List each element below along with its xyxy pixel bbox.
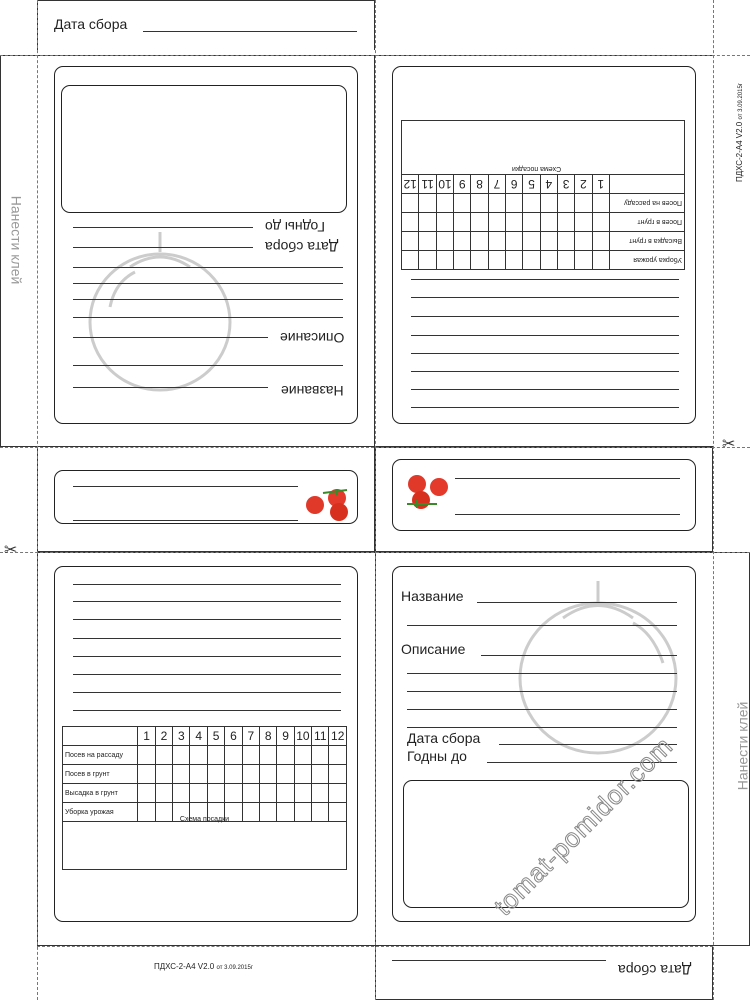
left-bottom-line [73,619,341,620]
left-bottom-line [73,601,341,602]
right-card-line [407,727,677,728]
schedule-month: 11 [312,727,329,746]
left-card-valid-label: Годны до [265,219,325,235]
small-card-line [455,514,680,515]
right-card-line [407,709,677,710]
right-scheme-box [401,120,685,175]
schedule-month: 6 [506,175,523,194]
right-card-line [411,407,679,408]
tomato-bunch-icon [403,472,455,510]
right-card-line [477,602,677,603]
schedule-month: 10 [436,175,453,194]
right-card-line [407,673,677,674]
left-photo-box [61,85,347,213]
left-bottom-line [73,710,341,711]
left-card-title-label: Название [281,383,344,399]
schedule-row-label: Уборка урожая [609,251,684,270]
glue-label-right: Нанести клей [734,701,750,791]
left-card-line [73,337,268,338]
right-card-line [411,297,679,298]
schedule-month: 8 [471,175,488,194]
schedule-month: 12 [402,175,419,194]
left-card-line [73,387,268,388]
schedule-month: 10 [294,727,311,746]
scissors-icon: ✂ [4,542,18,559]
right-card-line [411,279,679,280]
left-card-line [73,283,343,284]
right-card-title-label: Название [401,588,464,604]
schedule-month: 5 [523,175,540,194]
right-scheme-label: Схема посадки [512,165,562,172]
schedule-month: 7 [242,727,259,746]
small-card-line [73,520,298,521]
schedule-row-label: Посев в грунт [609,213,684,232]
left-bottom-line [73,638,341,639]
left-card-line [73,267,343,268]
left-card-line [73,317,343,318]
schedule-month: 9 [454,175,471,194]
right-card-valid-label: Годны до [407,748,467,764]
schedule-month: 4 [190,727,207,746]
schedule-month: 1 [592,175,609,194]
schedule-month: 6 [225,727,242,746]
version-code: ПДХС-2-А4 V2.0 [154,962,215,971]
left-scheme-box [62,816,347,870]
bottom-flap-date-line [392,960,606,961]
schedule-month: 11 [419,175,436,194]
fold-line [375,0,376,1000]
schedule-row-label: Уборка урожая [63,803,138,822]
small-card-line [73,486,298,487]
version-code-bottom [154,962,253,971]
left-card-line [73,299,343,300]
schedule-month: 2 [155,727,172,746]
left-bottom-line [73,674,341,675]
schedule-month: 12 [329,727,347,746]
site-watermark: tomat-pomidor.com [488,730,679,922]
glue-label-left: Нанести клей [8,195,25,285]
schedule-month: 3 [173,727,190,746]
version-date: от 3.09.2015г [216,965,254,971]
schedule-month: 2 [575,175,592,194]
schedule-month: 5 [207,727,224,746]
bottom-flap-date-label: Дата сбора [618,962,692,978]
fold-line [37,0,38,1000]
schedule-month: 1 [138,727,155,746]
right-small-card [392,459,696,531]
left-top-card [54,66,358,424]
schedule-month: 4 [540,175,557,194]
left-bottom-line [73,584,341,585]
left-small-card [54,470,358,524]
fold-line [713,0,714,1000]
schedule-row-label: Высадка в грунт [63,784,138,803]
tomato-bunch-icon [303,485,355,523]
right-card-line [407,691,677,692]
left-bottom-line [73,692,341,693]
version-date: от 3.09.2015г [738,82,745,120]
right-card-line [481,655,677,656]
right-card-date-label: Дата сбора [407,730,481,746]
top-flap-date-label: Дата сбора [54,16,128,32]
schedule-month: 8 [259,727,276,746]
schedule-row-label: Посев на рассаду [63,746,138,765]
right-card-line [411,335,679,336]
schedule-row-label: Высадка в грунт [609,232,684,251]
version-code: ПДХС-2-А4 V2.0 [735,121,745,183]
left-card-date-label: Дата сбора [265,239,339,255]
right-card-line [411,371,679,372]
top-flap-date-line [143,31,357,32]
left-card-line [73,247,253,248]
schedule-month: 9 [277,727,294,746]
left-schedule-table [62,726,347,822]
left-scheme-label: Схема посадки [179,816,230,823]
right-card-line [407,625,677,626]
schedule-row-label: Посев на рассаду [609,194,684,213]
schedule-month: 7 [488,175,505,194]
right-top-card [392,66,696,424]
left-bottom-line [73,656,341,657]
small-card-line [455,478,680,479]
schedule-month: 3 [557,175,574,194]
right-card-line [411,389,679,390]
right-schedule-table [401,174,685,270]
scissors-icon: ✂ [722,436,736,453]
left-card-line [73,365,343,366]
right-card-description-label: Описание [401,641,466,657]
right-card-line [411,316,679,317]
left-card-line [73,227,253,228]
version-code-top [735,83,744,182]
left-bottom-card [54,566,358,922]
schedule-row-label: Посев в грунт [63,765,138,784]
left-card-description-label: Описание [280,330,345,346]
right-card-line [411,353,679,354]
